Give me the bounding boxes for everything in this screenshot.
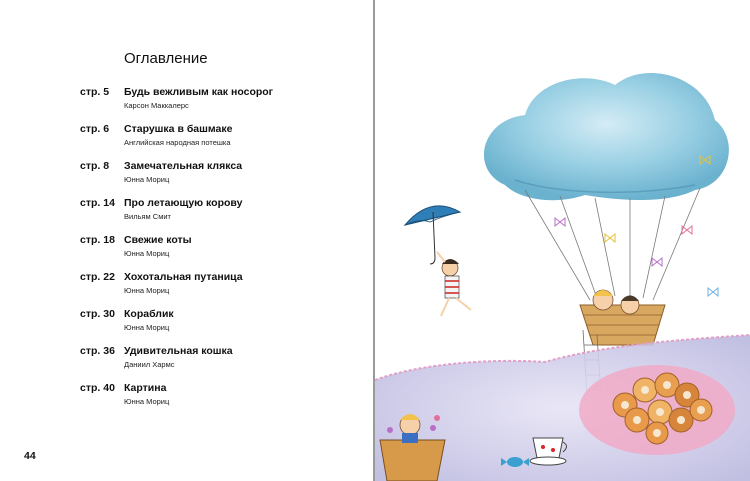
toc-entry[interactable] [0,345,373,379]
toc-entry-title: Картина [124,382,167,394]
toc-entry-author: Карсон Маккалерс [124,101,189,110]
toc-entry-author: Юнна Мориц [124,249,170,258]
toc-entry-page: стр. 30 [80,308,115,320]
toc-entry[interactable] [0,382,373,416]
pretzel-plate [579,365,735,455]
toc-entry-title: Свежие коты [124,234,192,246]
balloon-ropes [525,188,700,300]
toc-entry-author: Юнна Мориц [124,175,170,184]
toc-entry-title: Старушка в башмаке [124,123,233,135]
toc-entry-title: Кораблик [124,308,174,320]
flying-girl [437,252,471,316]
toc-entry-author: Английская народная потешка [124,138,231,147]
toc-entry[interactable] [0,271,373,305]
toc-entry-author: Вильям Смит [124,212,171,221]
toc-entry-page: стр. 6 [80,123,110,135]
toc-entry[interactable] [0,86,373,120]
toc-entry-author: Юнна Мориц [124,323,170,332]
toc-entry-title: Удивительная кошка [124,345,233,357]
toc-entry-author: Юнна Мориц [124,397,170,406]
toc-entry-page: стр. 22 [80,271,115,283]
toc-entry-page: стр. 36 [80,345,115,357]
balloon-illustration [375,0,750,481]
toc-entry[interactable] [0,197,373,231]
balloon-canopy [484,73,729,200]
toc-entry-page: стр. 8 [80,160,110,172]
umbrella-icon [405,206,460,264]
toc-entry[interactable] [0,123,373,157]
toc-entry-author: Даниил Хармс [124,360,175,369]
balloon-basket [580,305,665,345]
toc-entry-page: стр. 18 [80,234,115,246]
toc-entry-title: Замечательная клякса [124,160,243,172]
toc-entry[interactable] [0,160,373,194]
toc-entry-page: стр. 14 [80,197,115,209]
right-page [375,0,750,481]
toc-entry-page: стр. 5 [80,86,110,98]
toc-entry[interactable] [0,308,373,342]
left-page [0,0,373,481]
toc-entry-author: Юнна Мориц [124,286,170,295]
toc-entry-title: Хохотальная путаница [124,271,243,283]
toc-entry-title: Будь вежливым как носорог [124,86,274,98]
toc-title: Оглавление [124,50,208,67]
toc-entry-title: Про летающую корову [124,197,243,209]
page-number: 44 [24,450,36,462]
toc-entry[interactable] [0,234,373,268]
toc-entry-page: стр. 40 [80,382,115,394]
